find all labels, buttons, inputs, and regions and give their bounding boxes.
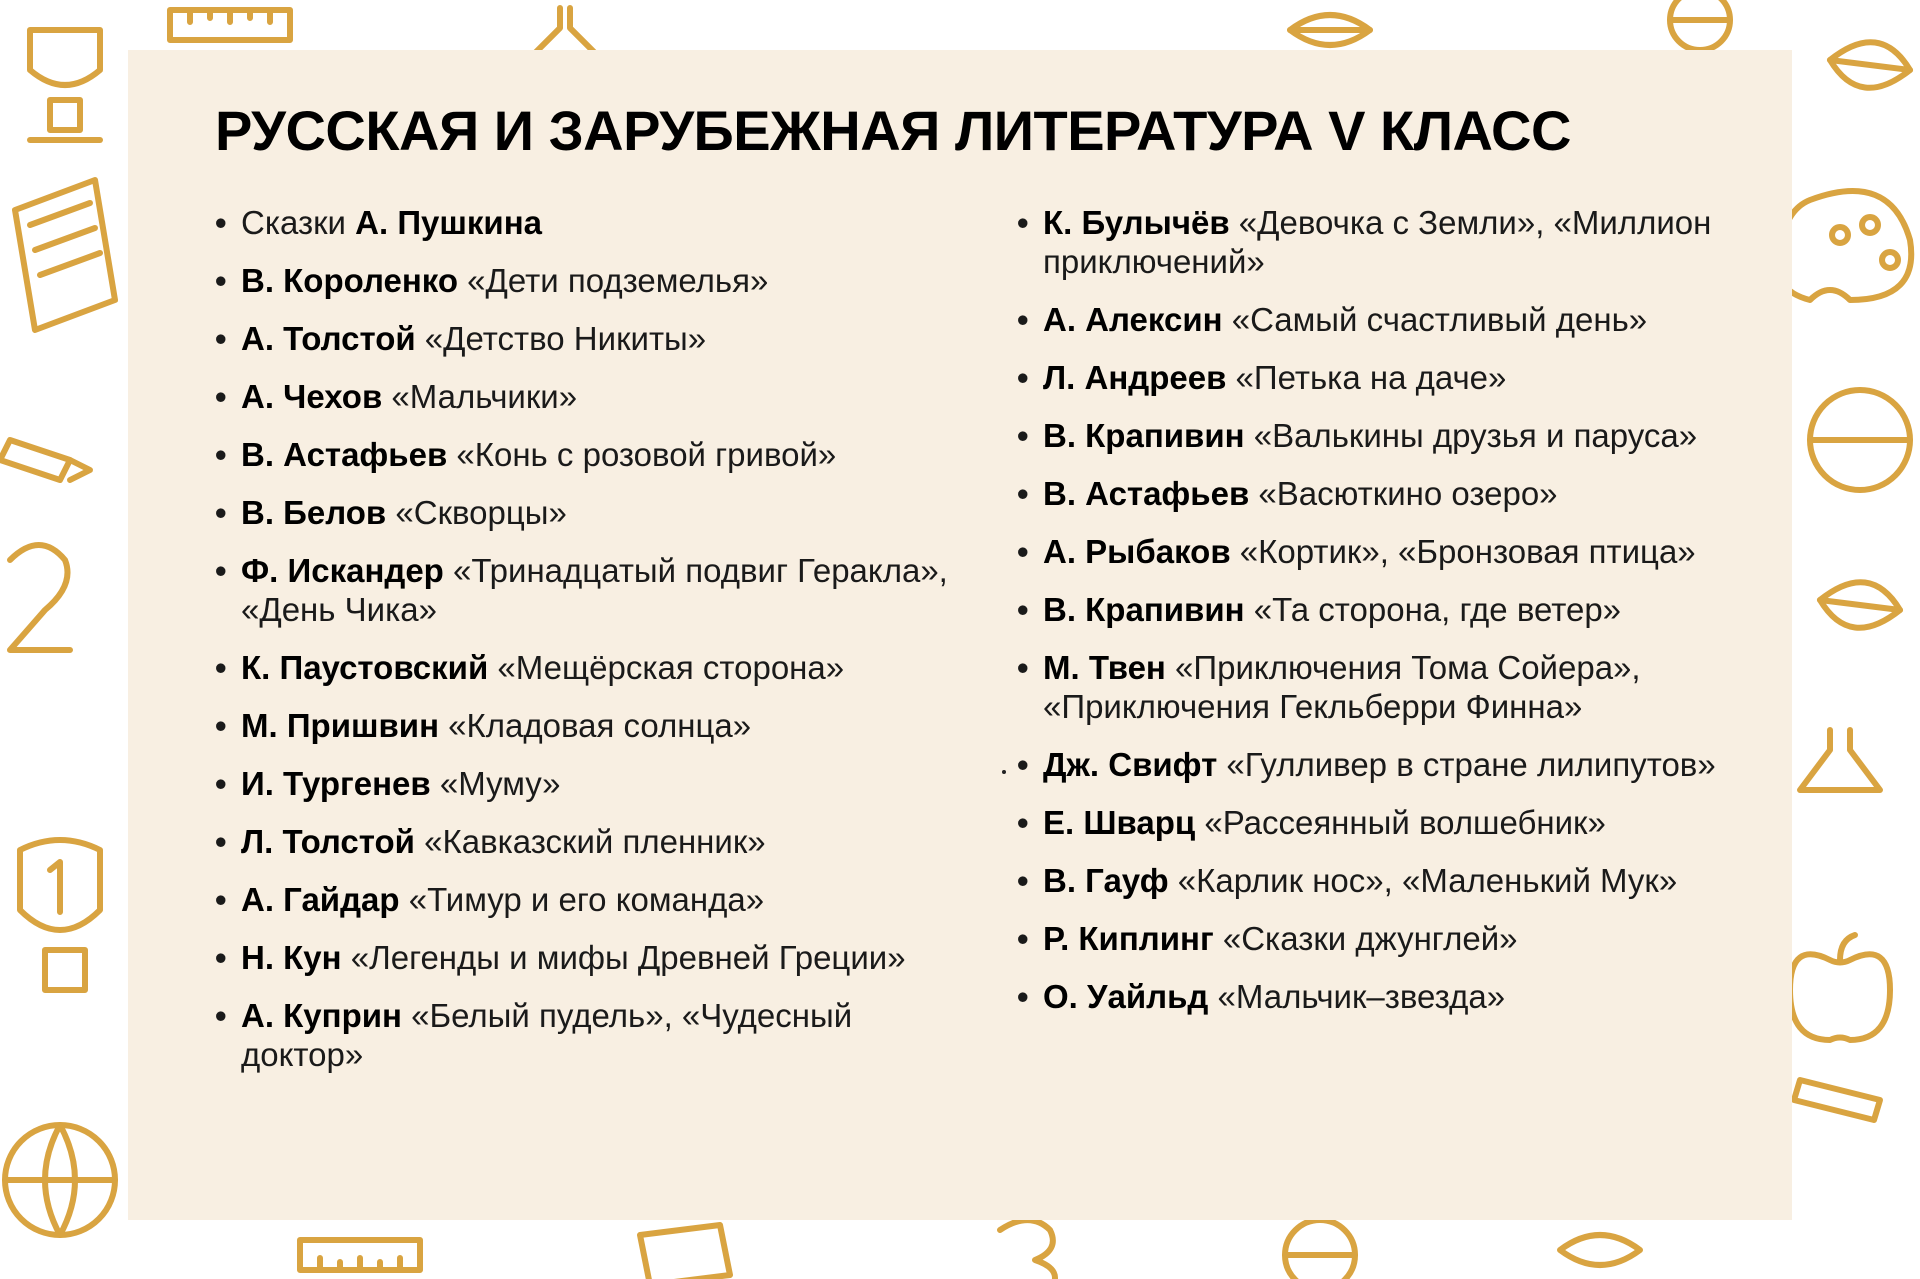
list-item: [215, 822, 955, 861]
work-titles: «Девочка с Земли», «Миллион приключений»: [1043, 204, 1712, 280]
list-item: [1017, 203, 1757, 281]
author-name: Н. Кун: [241, 939, 342, 976]
apple-icon: [1790, 935, 1890, 1040]
work-titles: «Сказки джунглей»: [1213, 920, 1518, 957]
list-item: [215, 551, 955, 629]
list-item-text: [1017, 861, 1757, 900]
globe-icon: [1670, 0, 1730, 50]
list-item: [215, 764, 955, 803]
list-item-text: [215, 880, 955, 919]
list-item-text: [215, 938, 955, 977]
work-titles: «Конь с розовой гривой»: [447, 436, 837, 473]
work-titles: «Та сторона, где ветер»: [1244, 591, 1622, 628]
bullet: •: [215, 881, 227, 918]
bullet: •: [1017, 804, 1029, 841]
book-icon: [15, 180, 115, 330]
list-item-text: [1017, 416, 1757, 455]
pencil-icon: [0, 440, 90, 480]
author-name: Р. Киплинг: [1043, 920, 1214, 957]
list-item-text: [215, 551, 955, 629]
list-item-text: [215, 648, 955, 687]
list-item: [1017, 358, 1757, 397]
author-name: В. Астафьев: [1043, 475, 1250, 512]
author-name: Л. Андреев: [1043, 359, 1227, 396]
work-titles: «Дети подземелья»: [458, 262, 769, 299]
author-name: В. Гауф: [1043, 862, 1169, 899]
list-item-text: [215, 996, 955, 1074]
work-titles: «Самый счастливый день»: [1222, 301, 1648, 338]
bullet: •: [1017, 359, 1029, 396]
list-item-text: [215, 435, 955, 474]
bullet: •: [1017, 746, 1029, 783]
ruler-icon: [300, 1240, 420, 1270]
list-item: [1017, 532, 1757, 571]
bullet: •: [1017, 862, 1029, 899]
author-name: А. Куприн: [241, 997, 402, 1034]
work-titles: «Карлик нос», «Маленький Мук»: [1168, 862, 1678, 899]
list-item-text: [1017, 300, 1757, 339]
author-name: К. Булычёв: [1043, 204, 1230, 241]
list-item-text: [1017, 745, 1757, 784]
bullet: •: [215, 378, 227, 415]
work-titles: «Мещёрская сторона»: [488, 649, 845, 686]
list-item-text: [1017, 977, 1757, 1016]
flask-icon: [1800, 730, 1880, 790]
work-titles: «Легенды и мифы Древней Греции»: [341, 939, 906, 976]
author-name: Е. Шварц: [1043, 804, 1196, 841]
leaf-icon: [1290, 15, 1370, 45]
bullet: •: [215, 997, 227, 1034]
author-name: К. Паустовский: [241, 649, 489, 686]
bullet: •: [1017, 649, 1029, 686]
work-titles: «Кортик», «Бронзовая птица»: [1230, 533, 1696, 570]
leaf-icon: [1830, 42, 1910, 88]
list-item: [1017, 300, 1757, 339]
number-icon: [10, 545, 70, 650]
list-item-text: [1017, 532, 1757, 571]
list-item-text: [1017, 648, 1757, 726]
work-titles: «Мальчик–звезда»: [1208, 978, 1506, 1015]
work-titles: «Валькины друзья и паруса»: [1244, 417, 1698, 454]
work-titles: «Кладовая солнца»: [439, 707, 752, 744]
bullet: •: [215, 707, 227, 744]
list-item-text: [215, 203, 955, 242]
author-name: А. Гайдар: [241, 881, 400, 918]
work-titles: «Детство Никиты»: [415, 320, 707, 357]
list-item-text: [215, 706, 955, 745]
list-item-text: [215, 822, 955, 861]
list-item-text: [215, 377, 955, 416]
leaf-icon: [1560, 1235, 1640, 1265]
palette-icon: [1778, 191, 1911, 300]
list-item-text: [215, 493, 955, 532]
author-name: А. Алексин: [1043, 301, 1223, 338]
list-item: [1017, 745, 1757, 784]
list-item: [215, 377, 955, 416]
list-item: [1017, 474, 1757, 513]
list-item-text: [1017, 474, 1757, 513]
bullet: •: [1017, 591, 1029, 628]
globe-icon: [5, 1125, 115, 1235]
ruler-icon: [170, 10, 290, 40]
work-titles: «Белый пудель», «Чудесный доктор»: [241, 997, 853, 1073]
bullet: •: [215, 262, 227, 299]
list-item: [215, 996, 955, 1074]
trophy-icon: [30, 30, 100, 140]
bullet: •: [215, 494, 227, 531]
author-name: В. Белов: [241, 494, 387, 531]
list-item: [1017, 919, 1757, 958]
list-item: [215, 435, 955, 474]
list-item: [215, 706, 955, 745]
list-item-text: [215, 319, 955, 358]
work-titles: «Тринадцатый подвиг Геракла», «День Чика»: [241, 552, 948, 628]
author-name: В. Крапивин: [1043, 591, 1245, 628]
author-name: М. Пришвин: [241, 707, 439, 744]
list-item: [215, 938, 955, 977]
bullet: •: [215, 552, 227, 589]
book-icon: [640, 1225, 730, 1279]
list-item: [215, 261, 955, 300]
work-titles: «Кавказский пленник»: [414, 823, 766, 860]
list-item: [215, 319, 955, 358]
author-name: В. Астафьев: [241, 436, 448, 473]
list-item: [215, 493, 955, 532]
pencil-icon: [1794, 1080, 1880, 1120]
stray-dot: [1002, 770, 1006, 774]
work-titles: «Васюткино озеро»: [1249, 475, 1558, 512]
list-item: [1017, 861, 1757, 900]
work-titles: «Приключения Тома Сойера», «Приключения Гекльберри Финна»: [1043, 649, 1641, 725]
author-name: М. Твен: [1043, 649, 1166, 686]
work-titles: «Петька на даче»: [1226, 359, 1507, 396]
bullet: •: [215, 823, 227, 860]
work-titles: «Рассеянный волшебник»: [1195, 804, 1606, 841]
bullet: •: [215, 939, 227, 976]
bullet: •: [215, 765, 227, 802]
work-titles: «Муму»: [430, 765, 561, 802]
number-icon: [1000, 1220, 1055, 1279]
bullet: •: [215, 204, 227, 241]
work-titles: «Скворцы»: [386, 494, 567, 531]
bullet: •: [215, 320, 227, 357]
author-name: В. Крапивин: [1043, 417, 1245, 454]
trophy-icon: [20, 840, 100, 990]
list-item-text: [1017, 203, 1757, 281]
bullet: •: [1017, 475, 1029, 512]
bullet: •: [215, 436, 227, 473]
list-item: [215, 648, 955, 687]
bullet: •: [1017, 417, 1029, 454]
author-name: А. Толстой: [241, 320, 416, 357]
right-book-list: [1017, 203, 1757, 1035]
list-item-text: [1017, 919, 1757, 958]
author-name: А. Чехов: [241, 378, 383, 415]
bullet: •: [215, 649, 227, 686]
list-item-text: [215, 261, 955, 300]
work-titles: «Гулливер в стране лилипутов»: [1217, 746, 1716, 783]
flask-icon: [535, 8, 595, 53]
bullet: •: [1017, 204, 1029, 241]
author-name: Дж. Свифт: [1043, 746, 1218, 783]
globe-icon: [1285, 1220, 1355, 1279]
page-title: РУССКАЯ И ЗАРУБЕЖНАЯ ЛИТЕРАТУРА V КЛАСС: [215, 99, 1571, 162]
list-item-text: [1017, 358, 1757, 397]
work-titles: «Тимур и его команда»: [399, 881, 765, 918]
author-name: И. Тургенев: [241, 765, 431, 802]
list-item: [215, 203, 955, 242]
list-item: [1017, 416, 1757, 455]
list-item-text: [1017, 803, 1757, 842]
list-item: [1017, 648, 1757, 726]
list-item-text: [215, 764, 955, 803]
bullet: •: [1017, 920, 1029, 957]
author-name: О. Уайльд: [1043, 978, 1209, 1015]
list-item: [215, 880, 955, 919]
author-name: Ф. Искандер: [241, 552, 444, 589]
bullet: •: [1017, 533, 1029, 570]
globe-icon: [1810, 390, 1910, 490]
list-item: [1017, 977, 1757, 1016]
left-book-list: [215, 203, 955, 1093]
author-name: А. Пушкина: [355, 204, 542, 241]
list-item-prefix: Сказки: [241, 204, 356, 241]
work-titles: «Мальчики»: [382, 378, 578, 415]
leaf-icon: [1820, 582, 1900, 628]
list-item: [1017, 803, 1757, 842]
author-name: А. Рыбаков: [1043, 533, 1231, 570]
list-item: [1017, 590, 1757, 629]
bullet: •: [1017, 301, 1029, 338]
author-name: В. Короленко: [241, 262, 459, 299]
bullet: •: [1017, 978, 1029, 1015]
author-name: Л. Толстой: [241, 823, 415, 860]
list-item-text: [1017, 590, 1757, 629]
